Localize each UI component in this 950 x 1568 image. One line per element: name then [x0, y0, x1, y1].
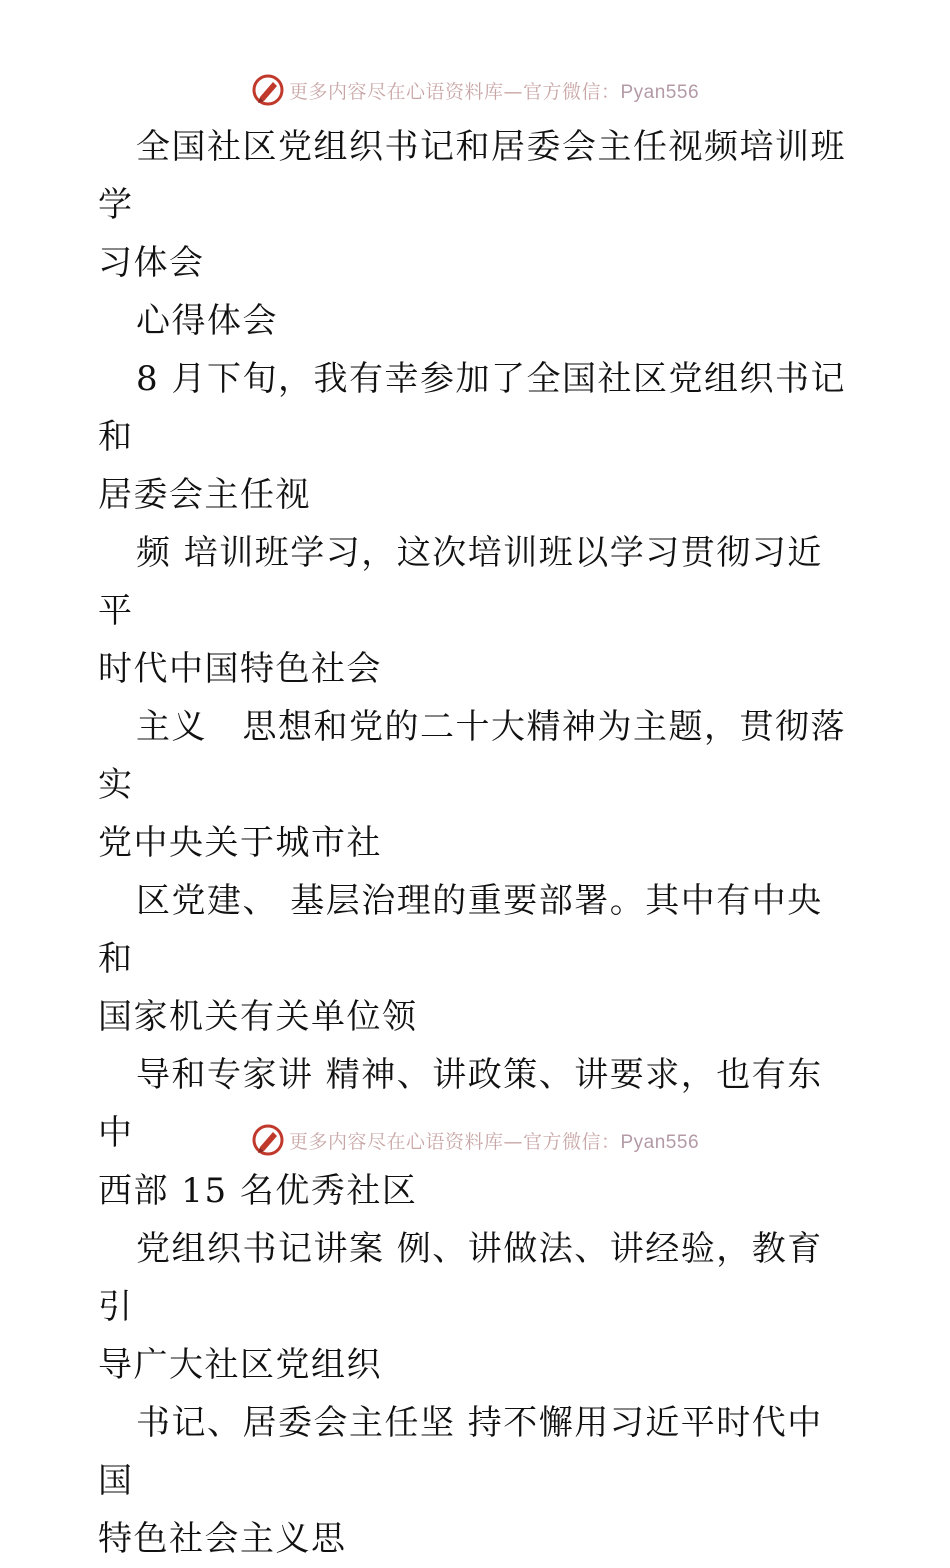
paragraph-continuation: 习体会: [98, 243, 205, 283]
footer-watermark-dash: —: [503, 1130, 523, 1153]
paragraph: [98, 524, 858, 698]
paragraph-continuation: 导广大社区党组织: [98, 1345, 382, 1385]
paragraph-line: 频 培训班学习，这次培训班以学习贯彻习近平: [98, 533, 823, 631]
header-watermark-label: 官方微信：: [522, 80, 621, 103]
paragraph-continuation: 党中央关于城市社: [98, 823, 382, 863]
paragraph-line: 心得体会: [136, 301, 278, 341]
paragraph: [98, 292, 858, 350]
paragraph-continuation: 特色社会主义思: [98, 1519, 347, 1559]
pen-logo-icon: [251, 1123, 285, 1157]
footer-watermark: [0, 1120, 950, 1160]
paragraph-line: 党组织书记讲案 例、讲做法、讲经验，教育引: [98, 1229, 823, 1327]
paragraph: [98, 1220, 858, 1394]
paragraph: [98, 1394, 858, 1568]
paragraph: [98, 698, 858, 872]
paragraph: [98, 350, 858, 524]
footer-watermark-id: Pyan556: [620, 1131, 700, 1153]
paragraph-continuation: 居委会主任视: [98, 475, 311, 515]
document-body: [98, 118, 858, 1568]
header-watermark-cn: 更多内容尽在心语资料库: [288, 80, 504, 103]
header-watermark-text: [289, 77, 699, 104]
paragraph: [98, 872, 858, 1046]
paragraph-line: 主义 思想和党的二十大精神为主题，贯彻落实: [98, 707, 846, 805]
paragraph-line: 书记、居委会主任坚 持不懈用习近平时代中国: [98, 1403, 823, 1501]
header-watermark: [0, 70, 950, 110]
paragraph-line: 8 月下旬，我有幸参加了全国社区党组织书记和: [98, 359, 846, 457]
paragraph-continuation: 时代中国特色社会: [98, 649, 382, 689]
paragraph-continuation: 国家机关有关单位领: [98, 997, 418, 1037]
footer-watermark-text: [289, 1127, 699, 1154]
footer-watermark-label: 官方微信：: [522, 1130, 621, 1153]
paragraph-line: 导和专家讲 精神、讲政策、讲要求，也有东中: [98, 1055, 823, 1153]
header-watermark-id: Pyan556: [620, 81, 700, 103]
paragraph-line: 全国社区党组织书记和居委会主任视频培训班学: [98, 127, 846, 225]
paragraph-continuation: 西部 15 名优秀社区: [98, 1171, 418, 1211]
header-watermark-dash: —: [503, 80, 523, 103]
footer-watermark-cn: 更多内容尽在心语资料库: [288, 1130, 504, 1153]
paragraph: [98, 118, 858, 292]
paragraph-line: 区党建、 基层治理的重要部署。其中有中央和: [98, 881, 823, 979]
pen-logo-icon: [251, 73, 285, 107]
